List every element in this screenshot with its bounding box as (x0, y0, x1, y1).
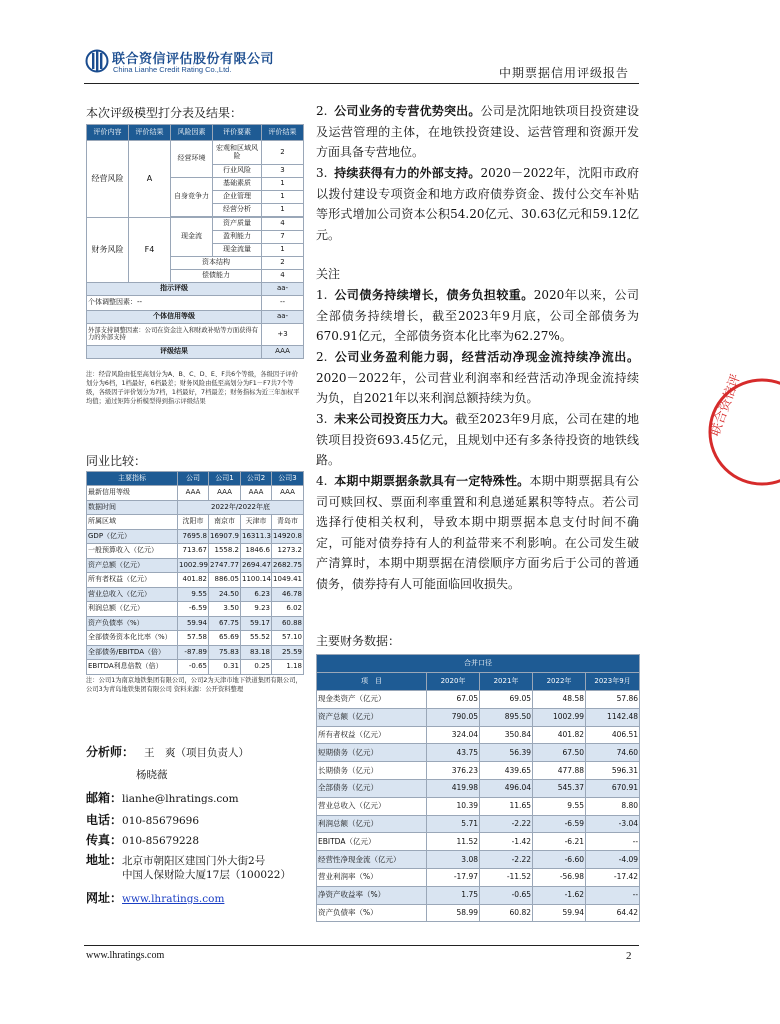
peer-value: AAA (241, 486, 272, 501)
website-link[interactable]: www.lhratings.com (122, 893, 225, 905)
peer-value: 2694.47 (241, 558, 272, 573)
fin-header-cell: 2021年 (480, 673, 533, 691)
peer-value: 6.23 (241, 587, 272, 602)
fin-value: 69.05 (480, 691, 533, 709)
fin-metric: 长期债务（亿元） (317, 762, 427, 780)
fin-row (317, 726, 640, 744)
individual-label: 个体信用等级 (87, 311, 262, 324)
fin-row (317, 691, 640, 709)
peer-value: 天津市 (241, 515, 272, 530)
model-factor: 企业管理 (213, 191, 262, 204)
financial-data-table (316, 654, 640, 922)
fin-value: 56.39 (480, 744, 533, 762)
footer-url: www.lhratings.com (86, 950, 165, 961)
peer-value: 65.69 (209, 631, 241, 646)
model-score: 2 (262, 141, 304, 165)
fin-value: -11.52 (480, 868, 533, 886)
fin-row (317, 744, 640, 762)
fin-value: 1.75 (427, 886, 480, 904)
fin-value: -2.22 (480, 851, 533, 869)
item-heading: 持续获得有力的外部支持。 (334, 166, 481, 180)
analyst-label: 分析师： (86, 745, 135, 759)
fin-value: -6.21 (533, 833, 586, 851)
model-factor: 资产质量 (213, 218, 262, 231)
fin-row (317, 762, 640, 780)
peer-row (87, 529, 304, 544)
peer-row (87, 660, 304, 675)
fin-value: -17.97 (427, 868, 480, 886)
peer-value: 0.31 (209, 660, 241, 675)
peer-metric: EBITDA利息倍数（倍） (87, 660, 178, 675)
model-score: 2 (262, 257, 304, 270)
fin-row (317, 868, 640, 886)
op-risk-label: 经营风险 (87, 141, 129, 218)
fin-value: 3.08 (427, 851, 480, 869)
peer-value: 1049.41 (272, 573, 304, 588)
model-factor: 现金流量 (213, 244, 262, 257)
fin-value: -2.22 (480, 815, 533, 833)
fin-metric: 营业利润率（%） (317, 868, 427, 886)
model-header-cell: 评价结果 (129, 125, 171, 141)
peer-value: 9.23 (241, 602, 272, 617)
model-score: 3 (262, 165, 304, 178)
concern-item (316, 409, 639, 471)
fin-value: 67.50 (533, 744, 586, 762)
peer-value: 886.05 (209, 573, 241, 588)
peer-row (87, 515, 304, 530)
fin-row (317, 815, 640, 833)
fin-value: 43.75 (427, 744, 480, 762)
peer-metric: 一般预算收入（亿元） (87, 544, 178, 559)
fin-value: 58.99 (427, 904, 480, 922)
email-value[interactable]: lianhe@lhratings.com (122, 793, 239, 805)
fin-value: -6.60 (533, 851, 586, 869)
peer-row (87, 631, 304, 646)
company-name-en: China Lianhe Credit Rating Co.,Ltd. (113, 65, 232, 74)
comp-label: 自身竞争力 (171, 178, 213, 217)
peer-value: 1.18 (272, 660, 304, 675)
fin-value: -4.09 (586, 851, 640, 869)
peer-value: 1273.2 (272, 544, 304, 559)
fin-row (317, 797, 640, 815)
peer-header-cell: 公司2 (241, 472, 272, 486)
peer-metric: 数据时间 (87, 500, 178, 515)
fin-value: 439.65 (480, 762, 533, 780)
fin-value: -- (586, 833, 640, 851)
address-label: 地址： (86, 853, 123, 867)
fin-value: 596.31 (586, 762, 640, 780)
peer-value: 9.55 (178, 587, 209, 602)
peer-row (87, 587, 304, 602)
indicative-value: aa- (262, 283, 304, 296)
fax-label: 传真： (86, 833, 123, 847)
fin-value: -56.98 (533, 868, 586, 886)
model-factor: 基础素质 (213, 178, 262, 191)
fin-value: 1002.99 (533, 708, 586, 726)
fin-value: 60.82 (480, 904, 533, 922)
item-text: 本期中期票据具有公司可赎回权、票面利率重置和利息递延累积等特点。若公司选择行使相关权利，导致本期中期票据本息支付时间不确定，可能对债券持有人的利益带来不利影响。在公司发生破产清算时，本期中期票据在清偿顺序方面劣后于公司的普通债务，债券持有人可能面临回收损失。 (316, 474, 639, 591)
fin-value: 324.04 (427, 726, 480, 744)
fin-value: -17.42 (586, 868, 640, 886)
model-factor: 盈利能力 (213, 231, 262, 244)
item-text: 2020－2022年，公司营业利润率和经营活动净现金流持续为负，自2021年以来利润总额持续为负。 (316, 370, 639, 406)
peers-section-title: 同业比较： (86, 454, 147, 468)
model-header-cell: 评价内容 (87, 125, 129, 141)
fin-value: 11.52 (427, 833, 480, 851)
item-heading: 公司业务盈利能力弱，经营活动净现金流持续净流出。 (334, 350, 639, 364)
peer-value: 24.50 (209, 587, 241, 602)
peer-value: 60.88 (272, 616, 304, 631)
peer-header-cell: 主要指标 (87, 472, 178, 486)
fin-value: 64.42 (586, 904, 640, 922)
analyst-second: 杨晓薇 (136, 769, 168, 781)
op-risk-grade: A (129, 141, 171, 218)
model-score: 4 (262, 218, 304, 231)
fin-metric: 短期债务（亿元） (317, 744, 427, 762)
model-score: 1 (262, 178, 304, 191)
adjust-label: 个体调整因素：-- (87, 296, 262, 311)
peer-row (87, 500, 304, 515)
peer-metric: GDP（亿元） (87, 529, 178, 544)
item-number: 2. (316, 104, 328, 118)
peer-row (87, 558, 304, 573)
fin-value: 376.23 (427, 762, 480, 780)
item-number: 3. (316, 166, 328, 180)
peer-value: AAA (272, 486, 304, 501)
fin-group-header: 合并口径 (317, 655, 640, 673)
fin-value: 74.60 (586, 744, 640, 762)
footer-divider (84, 945, 639, 946)
model-score: 4 (262, 270, 304, 283)
fin-value: 8.80 (586, 797, 640, 815)
peer-value: 57.58 (178, 631, 209, 646)
fin-row (317, 851, 640, 869)
model-factor: 行业风险 (213, 165, 262, 178)
website-label: 网址： (86, 891, 123, 905)
item-number: 3. (316, 412, 328, 426)
peer-row (87, 616, 304, 631)
peer-value: -0.65 (178, 660, 209, 675)
fin-value: 1142.48 (586, 708, 640, 726)
fin-metric: 资产总额（亿元） (317, 708, 427, 726)
fin-metric: 全部债务（亿元） (317, 779, 427, 797)
model-factor: 经营分析 (213, 204, 262, 217)
peer-value: -6.59 (178, 602, 209, 617)
fin-header-cell: 项 目 (317, 673, 427, 691)
fin-value: -1.42 (480, 833, 533, 851)
concern-item (316, 471, 639, 595)
peer-value: -87.89 (178, 645, 209, 660)
peer-header-cell: 公司3 (272, 472, 304, 486)
fin-value: 5.71 (427, 815, 480, 833)
peer-row (87, 486, 304, 501)
svg-text:联合资信评: 联合资信评 (707, 372, 744, 439)
fin-row (317, 886, 640, 904)
peer-metric: 利润总额（亿元） (87, 602, 178, 617)
peer-metric: 资产总额（亿元） (87, 558, 178, 573)
peer-value: 67.75 (209, 616, 241, 631)
report-title: 中期票据信用评级报告 (498, 66, 629, 80)
peer-metric: 最新信用等级 (87, 486, 178, 501)
model-header-cell: 评价要素 (213, 125, 262, 141)
fin-metric: 净资产收益率（%） (317, 886, 427, 904)
company-logo-icon (86, 48, 108, 74)
fin-row (317, 904, 640, 922)
item-text: 2020年以来，公司全部债务持续增长，截至2023年9月底，公司全部债务为670.91亿元，全部债务资本化比率为62.27%。 (316, 288, 639, 344)
peer-value: 2022年/2022年底 (178, 500, 304, 515)
cash-label: 现金流 (171, 218, 213, 257)
env-label: 经营环境 (171, 141, 213, 178)
peer-value: AAA (209, 486, 241, 501)
peer-header-cell: 公司 (178, 472, 209, 486)
final-label: 评级结果 (87, 346, 262, 359)
fin-header-cell: 2020年 (427, 673, 480, 691)
concern-item (316, 285, 639, 347)
model-score: 7 (262, 231, 304, 244)
fin-metric: 利润总额（亿元） (317, 815, 427, 833)
peer-value: 46.78 (272, 587, 304, 602)
peer-value: 83.18 (241, 645, 272, 660)
peer-value: 25.59 (272, 645, 304, 660)
peer-row (87, 645, 304, 660)
peer-value: 1100.14 (241, 573, 272, 588)
page-number: 2 (626, 950, 632, 962)
peer-metric: 营业总收入（亿元） (87, 587, 178, 602)
peer-value: 401.82 (178, 573, 209, 588)
fin-value: 67.05 (427, 691, 480, 709)
model-score: 1 (262, 191, 304, 204)
peer-value: 6.02 (272, 602, 304, 617)
peer-value: 713.67 (178, 544, 209, 559)
peer-value: 55.52 (241, 631, 272, 646)
fin-value: 496.04 (480, 779, 533, 797)
rating-model-table (86, 124, 304, 359)
peer-value: 0.25 (241, 660, 272, 675)
model-factor: 宏观和区域风险 (213, 141, 262, 165)
concern-item (316, 347, 639, 409)
fin-header-cell: 2022年 (533, 673, 586, 691)
model-note: 注：经营风险由低至高划分为A、B、C、D、E、F共6个等级，各级因子评价划分为6档，1档最好，6档最差；财务风险由低至高划分为F1－F7共7个等级，各级因子评价划分为7档，1档最好，7档最差；财务指标为近三年加权平均值；通过矩阵分析模型得到指示评级结果 (86, 371, 300, 405)
peer-value: 2682.75 (272, 558, 304, 573)
analyst-lead: 王 爽（项目负责人） (144, 747, 250, 759)
model-score: 1 (262, 244, 304, 257)
address-line2: 中国人保财险大厦17层（100022） (122, 869, 291, 881)
peer-value: 1846.6 (241, 544, 272, 559)
model-header-cell: 风险因素 (171, 125, 213, 141)
peer-header-cell: 公司1 (209, 472, 241, 486)
fin-row (317, 708, 640, 726)
peer-value: 16311.3 (241, 529, 272, 544)
fin-row (317, 833, 640, 851)
fin-metric: EBITDA（亿元） (317, 833, 427, 851)
item-text: 2020－2022年，沈阳市政府以拨付建设专项资金和地方政府债券资金、拨付公交车补贴等形式增加公司资本公积54.20亿元、30.63亿元和59.12亿元。 (316, 166, 639, 242)
final-value: AAA (262, 346, 304, 359)
fin-risk-label: 财务风险 (87, 218, 129, 283)
fin-header-cell: 2023年9月 (586, 673, 640, 691)
header-divider (84, 83, 639, 84)
adjust-value: -- (262, 296, 304, 311)
fin-value: 477.88 (533, 762, 586, 780)
financials-section-title: 主要财务数据： (316, 634, 401, 648)
peer-value: AAA (178, 486, 209, 501)
peer-value: 75.83 (209, 645, 241, 660)
tel-value: 010-85679696 (122, 815, 200, 827)
item-heading: 本期中期票据条款具有一定特殊性。 (334, 474, 530, 488)
peer-metric: 全部债务资本化比率（%） (87, 631, 178, 646)
concerns-title: 关注 (316, 267, 341, 281)
fin-value: 10.39 (427, 797, 480, 815)
fin-value: -6.59 (533, 815, 586, 833)
fin-value: -- (586, 886, 640, 904)
peer-value: 南京市 (209, 515, 241, 530)
fin-value: 48.58 (533, 691, 586, 709)
peer-value: 59.94 (178, 616, 209, 631)
support-value: +3 (262, 324, 304, 346)
peer-value: 沈阳市 (178, 515, 209, 530)
support-label: 外部支持调整因素：公司在资金注入和财政补贴等方面获得有力的外部支持 (87, 324, 262, 346)
fin-value: 419.98 (427, 779, 480, 797)
fin-risk-grade: F4 (129, 218, 171, 283)
fin-value: 670.91 (586, 779, 640, 797)
peer-row (87, 544, 304, 559)
item-number: 1. (316, 288, 328, 302)
peer-value: 青岛市 (272, 515, 304, 530)
company-seal-stamp (700, 372, 780, 492)
fin-value: -3.04 (586, 815, 640, 833)
item-text: 截至2023年9月底，公司在建的地铁项目投资693.45亿元，且规划中还有多条待投资的地铁线路。 (316, 412, 639, 468)
item-number: 2. (316, 350, 328, 364)
item-heading: 公司业务的专营优势突出。 (334, 104, 481, 118)
address-line1: 北京市朝阳区建国门外大街2号 (122, 855, 266, 867)
peer-metric: 所有者权益（亿元） (87, 573, 178, 588)
model-score: 1 (262, 204, 304, 217)
fax-value: 010-85679228 (122, 835, 200, 847)
item-heading: 公司债务持续增长，债务负担较重。 (334, 288, 534, 302)
fin-value: -1.62 (533, 886, 586, 904)
peer-row (87, 602, 304, 617)
email-label: 邮箱： (86, 791, 123, 805)
fin-value: -0.65 (480, 886, 533, 904)
peer-value: 1002.99 (178, 558, 209, 573)
fin-value: 11.65 (480, 797, 533, 815)
fin-value: 57.86 (586, 691, 640, 709)
fin-value: 790.05 (427, 708, 480, 726)
peer-comparison-table (86, 471, 304, 675)
peer-value: 1558.2 (209, 544, 241, 559)
peer-value: 7695.8 (178, 529, 209, 544)
fin-metric: 营业总收入（亿元） (317, 797, 427, 815)
company-name-cn: 联合资信评估股份有限公司 (112, 52, 275, 67)
fin-value: 895.50 (480, 708, 533, 726)
fin-value: 9.55 (533, 797, 586, 815)
model-factor: 偿债能力 (171, 270, 262, 283)
fin-value: 406.51 (586, 726, 640, 744)
peer-value: 3.50 (209, 602, 241, 617)
peer-value: 59.17 (241, 616, 272, 631)
fin-value: 350.84 (480, 726, 533, 744)
peer-value: 2747.77 (209, 558, 241, 573)
fin-value: 59.94 (533, 904, 586, 922)
item-number: 4. (316, 474, 328, 488)
peer-metric: 资产负债率（%） (87, 616, 178, 631)
peer-metric: 全部债务/EBITDA（倍） (87, 645, 178, 660)
model-factor: 资本结构 (171, 257, 262, 270)
fin-metric: 资产负债率（%） (317, 904, 427, 922)
peer-row (87, 573, 304, 588)
model-header-cell: 评价结果 (262, 125, 304, 141)
indicative-label: 指示评级 (87, 283, 262, 296)
strength-item (316, 101, 639, 163)
item-heading: 未来公司投资压力大。 (334, 412, 456, 426)
item-text: 公司是沈阳地铁项目投资建设及运营管理的主体，在地铁投资建设、运营管理和资源开发方面具备专营地位。 (316, 104, 639, 160)
individual-value: aa- (262, 311, 304, 324)
strength-item (316, 163, 639, 245)
fin-metric: 现金类资产（亿元） (317, 691, 427, 709)
peers-note: 注：公司1为南京地铁集团有限公司，公司2为天津市地下铁道集团有限公司，公司3为青岛地铁集团有限公司 资料来源：公开资料整理 (86, 677, 302, 693)
peer-value: 16907.9 (209, 529, 241, 544)
peer-value: 14920.8 (272, 529, 304, 544)
fin-row (317, 779, 640, 797)
fin-value: 545.37 (533, 779, 586, 797)
peer-value: 57.10 (272, 631, 304, 646)
model-section-title: 本次评级模型打分表及结果： (86, 106, 243, 120)
fin-value: 401.82 (533, 726, 586, 744)
peer-metric: 所属区域 (87, 515, 178, 530)
fin-metric: 所有者权益（亿元） (317, 726, 427, 744)
fin-metric: 经营性净现金流（亿元） (317, 851, 427, 869)
tel-label: 电话： (86, 813, 123, 827)
